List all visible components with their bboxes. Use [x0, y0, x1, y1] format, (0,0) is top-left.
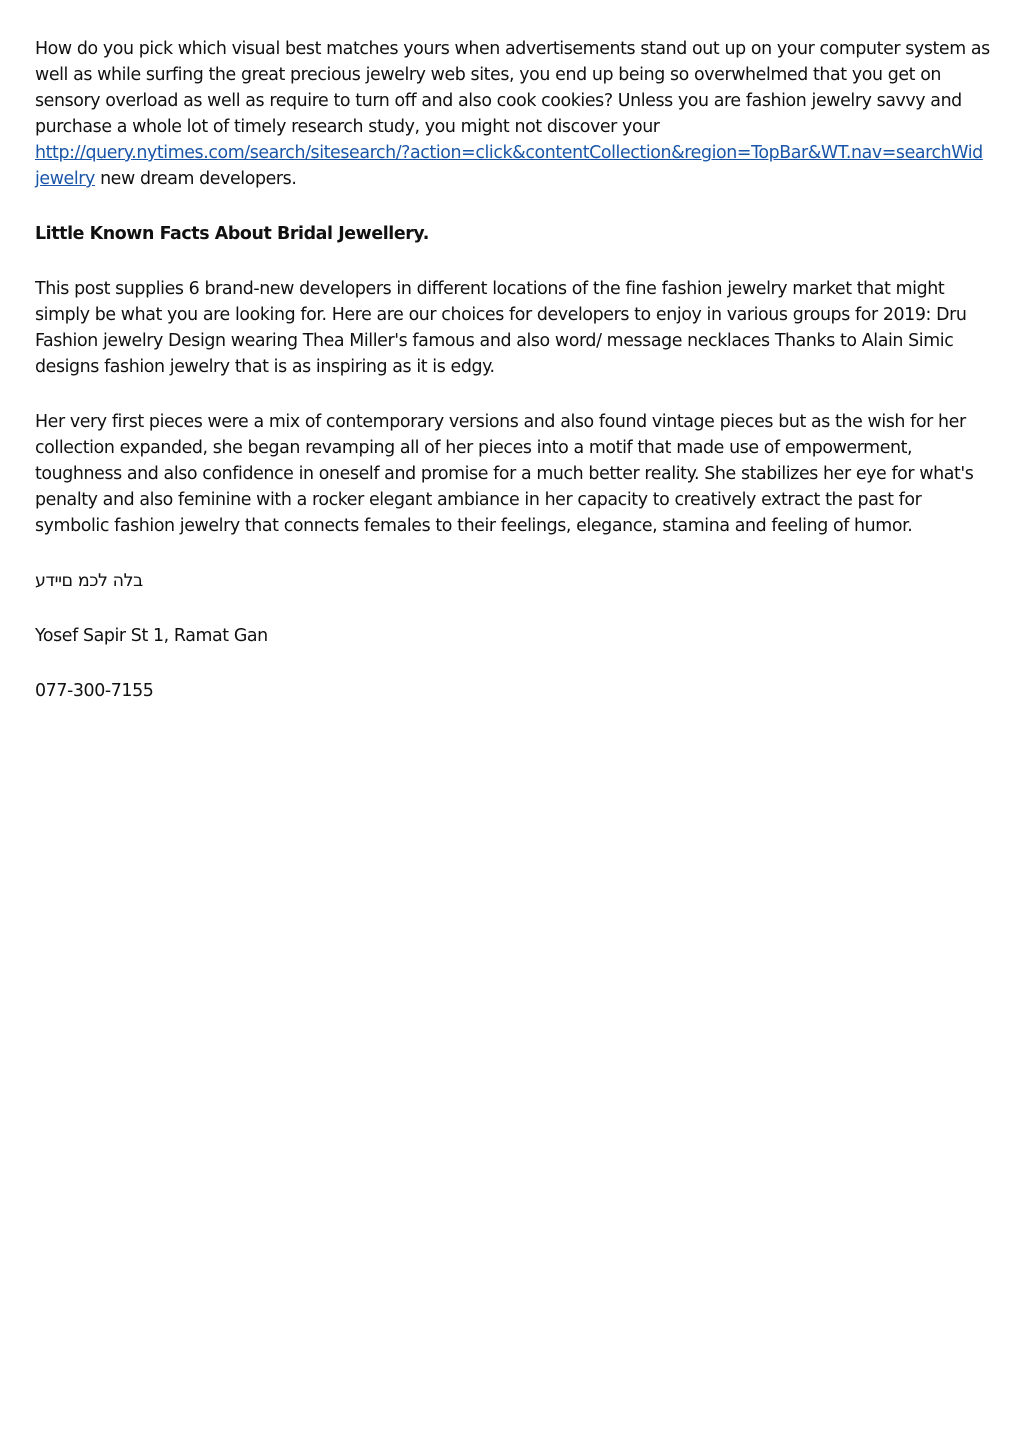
section-heading: Little Known Facts About Bridal Jewellery. [35, 224, 429, 244]
link-line [35, 140, 993, 166]
intro-text-end: new dream developers. [94, 169, 297, 189]
intro-paragraph [35, 36, 993, 192]
intro-text: How do you pick which visual best matches yours when advertisements stand out up on your computer system as well as while surfing the great precious jewelry web sites, you end up being so overwhelmed that you get on sensory overload as well as require to turn off and also cook cookies? Unless you are fashion jewelry savvy and purchase a whole lot of timely research study, you might not discover your [35, 39, 990, 137]
business-address: Yosef Sapir St 1, Ramat Gan [35, 626, 268, 646]
collection-paragraph: Her very first pieces were a mix of contemporary versions and also found vintage pieces but as the wish for her collection expanded, she began revamping all of her pieces into a motif that made use of empowerment, toughness and also confidence in oneself and promise for a much better reality. She stabilizes her eye for what's penalty and also feminine with a rocker elegant ambiance in her capacity to creatively extract the past for symbolic fashion jewelry that connects females to their feelings, elegance, stamina and feeling of humor. [35, 412, 974, 536]
document-body [35, 36, 993, 733]
business-name: בלה לכמ םיידע [35, 571, 143, 591]
nytimes-search-link-continued[interactable]: jewelry [35, 169, 95, 189]
designers-paragraph: This post supplies 6 brand-new developers in different locations of the fine fashion jewelry market that might simply be what you are looking for. Here are our choices for developers to enjoy in various groups for 2019: Dru Fashion jewelry Design wearing Thea Miller's famous and also word/ message necklaces Thanks to Alain Simic designs fashion jewelry that is as inspiring as it is edgy. [35, 279, 967, 377]
nytimes-search-link[interactable]: http://query.nytimes.com/search/sitesearch/?action=click&contentCollection&region=TopBar&WT.nav=searchWid [35, 143, 983, 163]
business-phone: 077-300-7155 [35, 681, 154, 701]
